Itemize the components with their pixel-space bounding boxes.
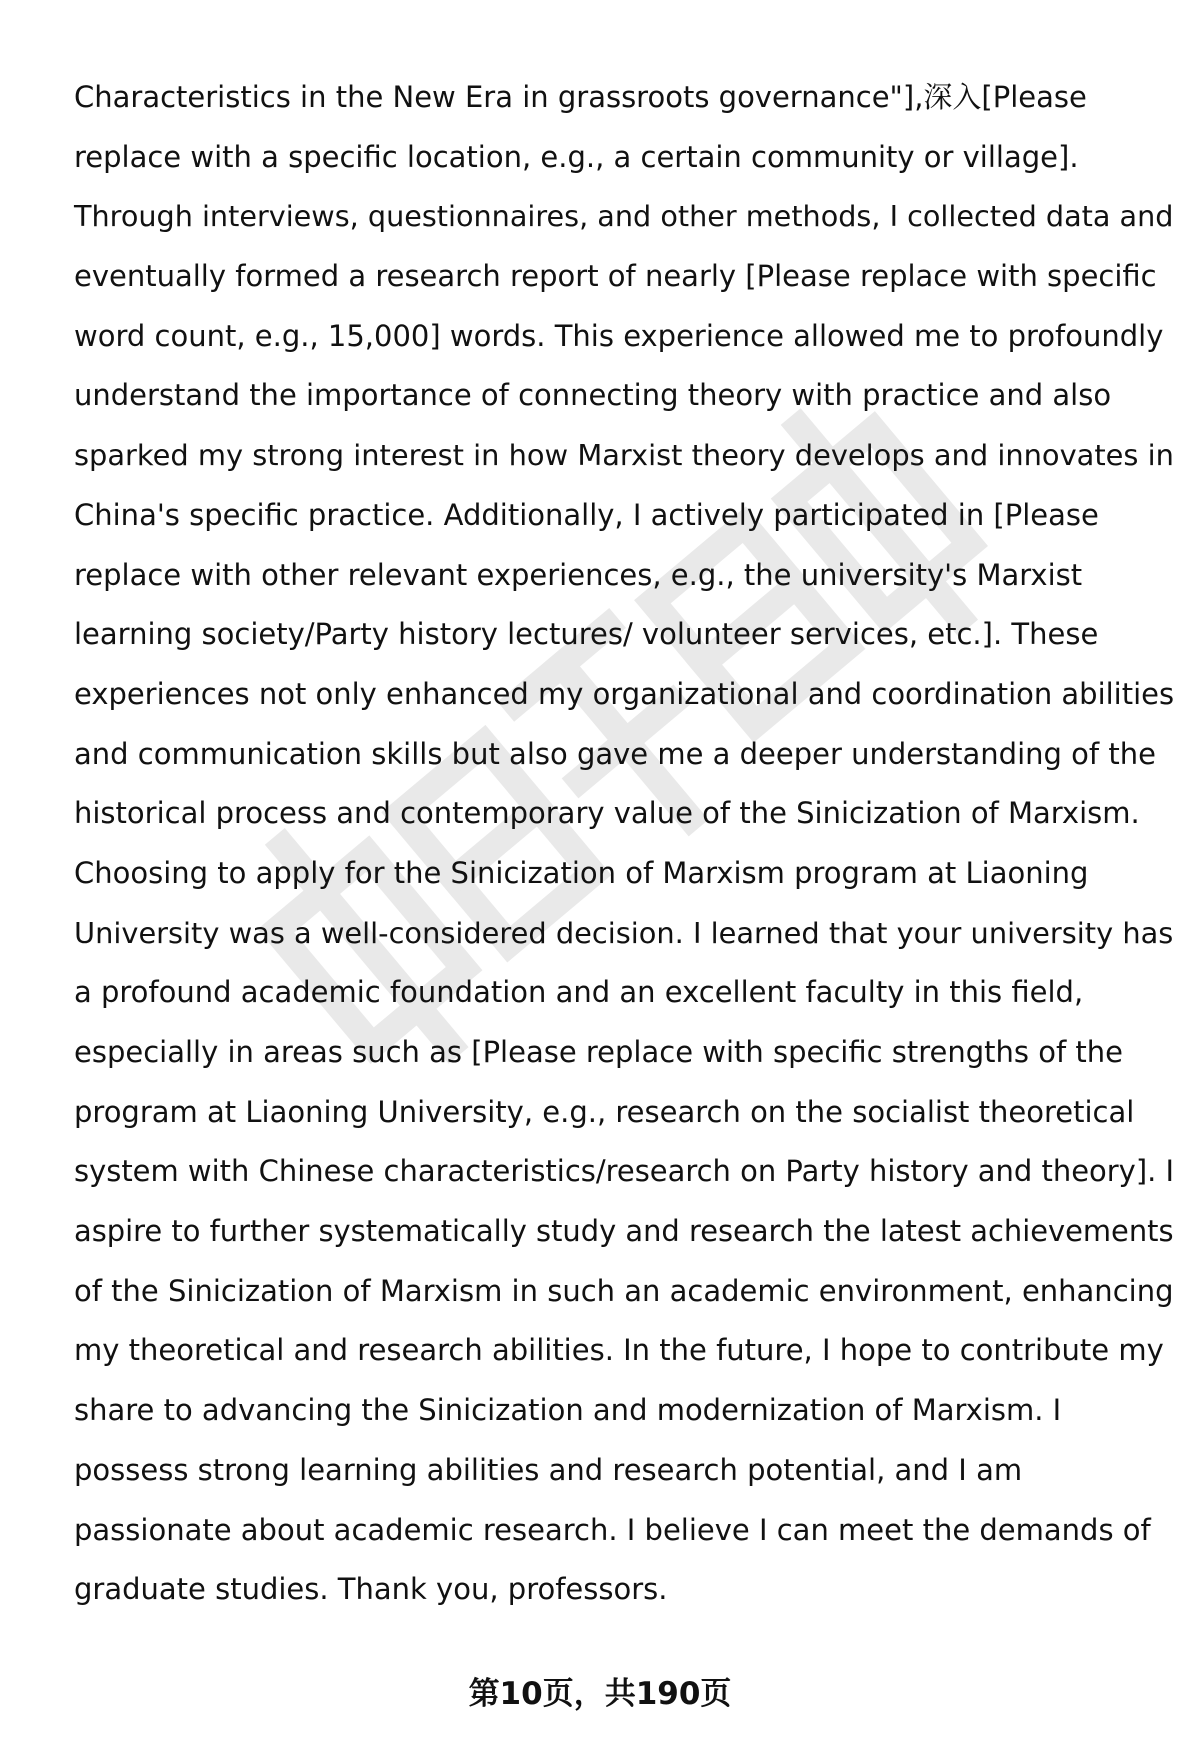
text-line: Choosing to apply for the Sinicization of Marxism program at Liaoning <box>74 855 1089 890</box>
text-line: learning society/Party history lectures/ volunteer services, etc.]. These <box>74 617 1099 652</box>
text-line: share to advancing the Sinicization and modernization of Marxism. I <box>74 1393 1062 1428</box>
text-line: historical process and contemporary value of the Sinicization of Marxism. <box>74 796 1140 831</box>
text-line: passionate about academic research. I believe I can meet the demands of <box>74 1512 1151 1547</box>
page-number-footer: 第10页，共190页 <box>468 1676 732 1712</box>
text-line: program at Liaoning University, e.g., research on the socialist theoretical <box>74 1094 1135 1129</box>
text-line: replace with a specific location, e.g., a certain community or village]. <box>74 139 1079 174</box>
text-line: and communication skills but also gave me a deeper understanding of the <box>74 736 1156 771</box>
text-line: a profound academic foundation and an excellent faculty in this field, <box>74 975 1084 1010</box>
text-line: word count, e.g., 15,000] words. This experience allowed me to profoundly <box>74 318 1164 353</box>
text-line: University was a well-considered decision. I learned that your university has <box>74 915 1174 950</box>
text-line: possess strong learning abilities and research potential, and I am <box>74 1452 1023 1487</box>
text-line: China's specific practice. Additionally, I actively participated in [Please <box>74 497 1099 532</box>
text-line: of the Sinicization of Marxism in such an academic environment, enhancing <box>74 1273 1174 1308</box>
text-line: understand the importance of connecting theory with practice and also <box>74 378 1112 413</box>
text-line: eventually formed a research report of nearly [Please replace with specific <box>74 259 1157 294</box>
text-line: especially in areas such as [Please replace with specific strengths of the <box>74 1035 1124 1069</box>
text-line: sparked my strong interest in how Marxist theory develops and innovates in <box>74 438 1174 473</box>
body-paragraph <box>74 68 1174 1620</box>
text-line: Through interviews, questionnaires, and other methods, I collected data and <box>74 199 1174 234</box>
text-line: graduate studies. Thank you, professors. <box>74 1572 668 1607</box>
text-line: experiences not only enhanced my organizational and coordination abilities <box>74 676 1175 711</box>
text-line: replace with other relevant experiences, e.g., the university's Marxist <box>74 557 1083 592</box>
text-line: aspire to further systematically study and research the latest achievements <box>74 1214 1174 1249</box>
text-line: my theoretical and research abilities. In the future, I hope to contribute my <box>74 1333 1164 1368</box>
text-line: Characteristics in the New Era in grassroots governance"],深入[Please <box>74 80 1087 114</box>
text-line: system with Chinese characteristics/research on Party history and theory]. I <box>74 1154 1175 1189</box>
